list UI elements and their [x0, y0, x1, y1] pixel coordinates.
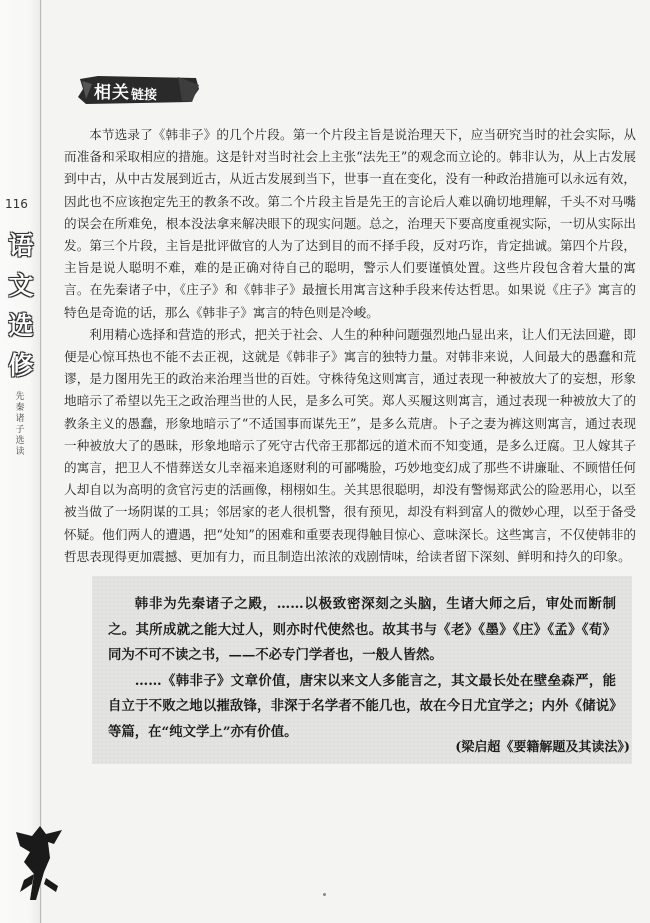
section-heading: [78, 75, 200, 105]
quote-text: [108, 592, 616, 745]
book-title-char: 语: [8, 231, 34, 260]
quote-source: (梁启超《要籍解题及其读法》): [455, 740, 630, 755]
page-number: 116: [5, 197, 28, 211]
left-margin-strip: [0, 0, 42, 923]
heading-sub-text: 链接: [131, 88, 158, 103]
body-paragraph: 利用精心选择和营造的形式，把关于社会、人生的种种问题强烈地凸显出来，让人们无法回避，即便是心惊耳热也不能不去正视，这就是《韩非子》寓言的独特力量。对韩非来说，人间最大的愚蠢和荒谬，是力图用先王的政治来治理当世的百姓。守株待兔这则寓言，通过表现一种被放大了的妄想，形象地暗示了希望以先王之政治理当世的人民，是多么可笑。郑人买履这则寓言，通过表现一种被放大了的教条主义的愚蠢，形象地暗示了“不适国事而谋先王”，是多么荒唐。卜子之妻为裤这则寓言，通过表现一种被放大了的愚昧，形象地暗示了死守古代帝王那都远的道术而不知变通，是多么迂腐。卫人嫁其子的寓言，把卫人不惜葬送女儿幸福来追逐财利的可鄙嘴脸，巧妙地变幻成了那些不讲廉耻、不顾惜任何人却自以为高明的贪官污吏的活画像，栩栩如生。关其思很聪明，却没有警惕郑武公的险恶用心，以至被当做了一场阴谋的工具；邻居家的老人很机警，很有预见，却没有料到富人的微妙心理，以至于备受怀疑。他们两人的遭遇，把“处知”的困难和重要表现得触目惊心、意味深长。这些寓言，不仅使韩非的哲思表现得更加震撼、更加有力，而且制造出浓浓的戏剧情味，给读者留下深刻、鲜明和持久的印象。: [64, 326, 636, 564]
book-title-char: 文: [8, 271, 34, 300]
book-title-char: 选: [8, 311, 34, 340]
body-paragraph: 本节选录了《韩非子》的几个片段。第一个片段主旨是说治理天下，应当研究当时的社会实际，从而准备和采取相应的措施。这是针对当时社会上主张“法先王”的观念而立论的。韩非认为，从上古发展到中古，从中古发展到近古，从近古发展到当下，世事一直在变化，没有一种政治措施可以永远有效，因此也不应该抱定先王的教条不改。第二个片段主旨是先王的言论后人难以确切地理解，千头不对马嘴的误会在所难免，根本没法拿来解决眼下的现实问题。总之，治理天下要高度重视实际，一切从实际出发。第三个片段，主旨是批评做官的人为了达到目的而不择手段，反对巧诈，肯定拙诚。第四个片段，主旨是说人聪明不难，难的是正确对待自己的聪明，警示人们要谨慎处置。这些片段包含着大量的寓言。在先秦诸子中，《庄子》和《韩非子》最擅长用寓言这种手段来传达哲思。如果说《庄子》寓言的特色是奇诡的话，那么《韩非子》寓言的特色则是冷峻。: [64, 127, 636, 320]
body-text: [64, 124, 636, 568]
book-title: [3, 226, 39, 386]
quote-paragraph: ……《韩非子》文章价值，唐宋以来文人多能言之，其文最长处在壁垒森严，能自立于不败之地以摧敌锋，非深于名学者不能几也，故在今日尤宜学之；内外《储说》等篇，在“纯文学上”亦有价值。: [108, 672, 616, 740]
book-subtitle: 先秦诸子选读: [15, 392, 25, 457]
quote-paragraph: 韩非为先秦诸子之殿，……以极致密深刻之头脑，生诸大师之后，审处而断制之。其所成就之能大过人，则亦时代使然也。故其书与《老》《墨》《庄》《孟》《荀》同为不可不读之书，——不必专门学者也，一般人皆然。: [108, 596, 616, 663]
footer-dot: [323, 893, 326, 896]
heading-main-text: 相关: [94, 83, 130, 103]
decorative-logo-icon: [10, 822, 68, 904]
book-title-char: 修: [8, 351, 34, 380]
margin-divider: [40, 0, 41, 923]
